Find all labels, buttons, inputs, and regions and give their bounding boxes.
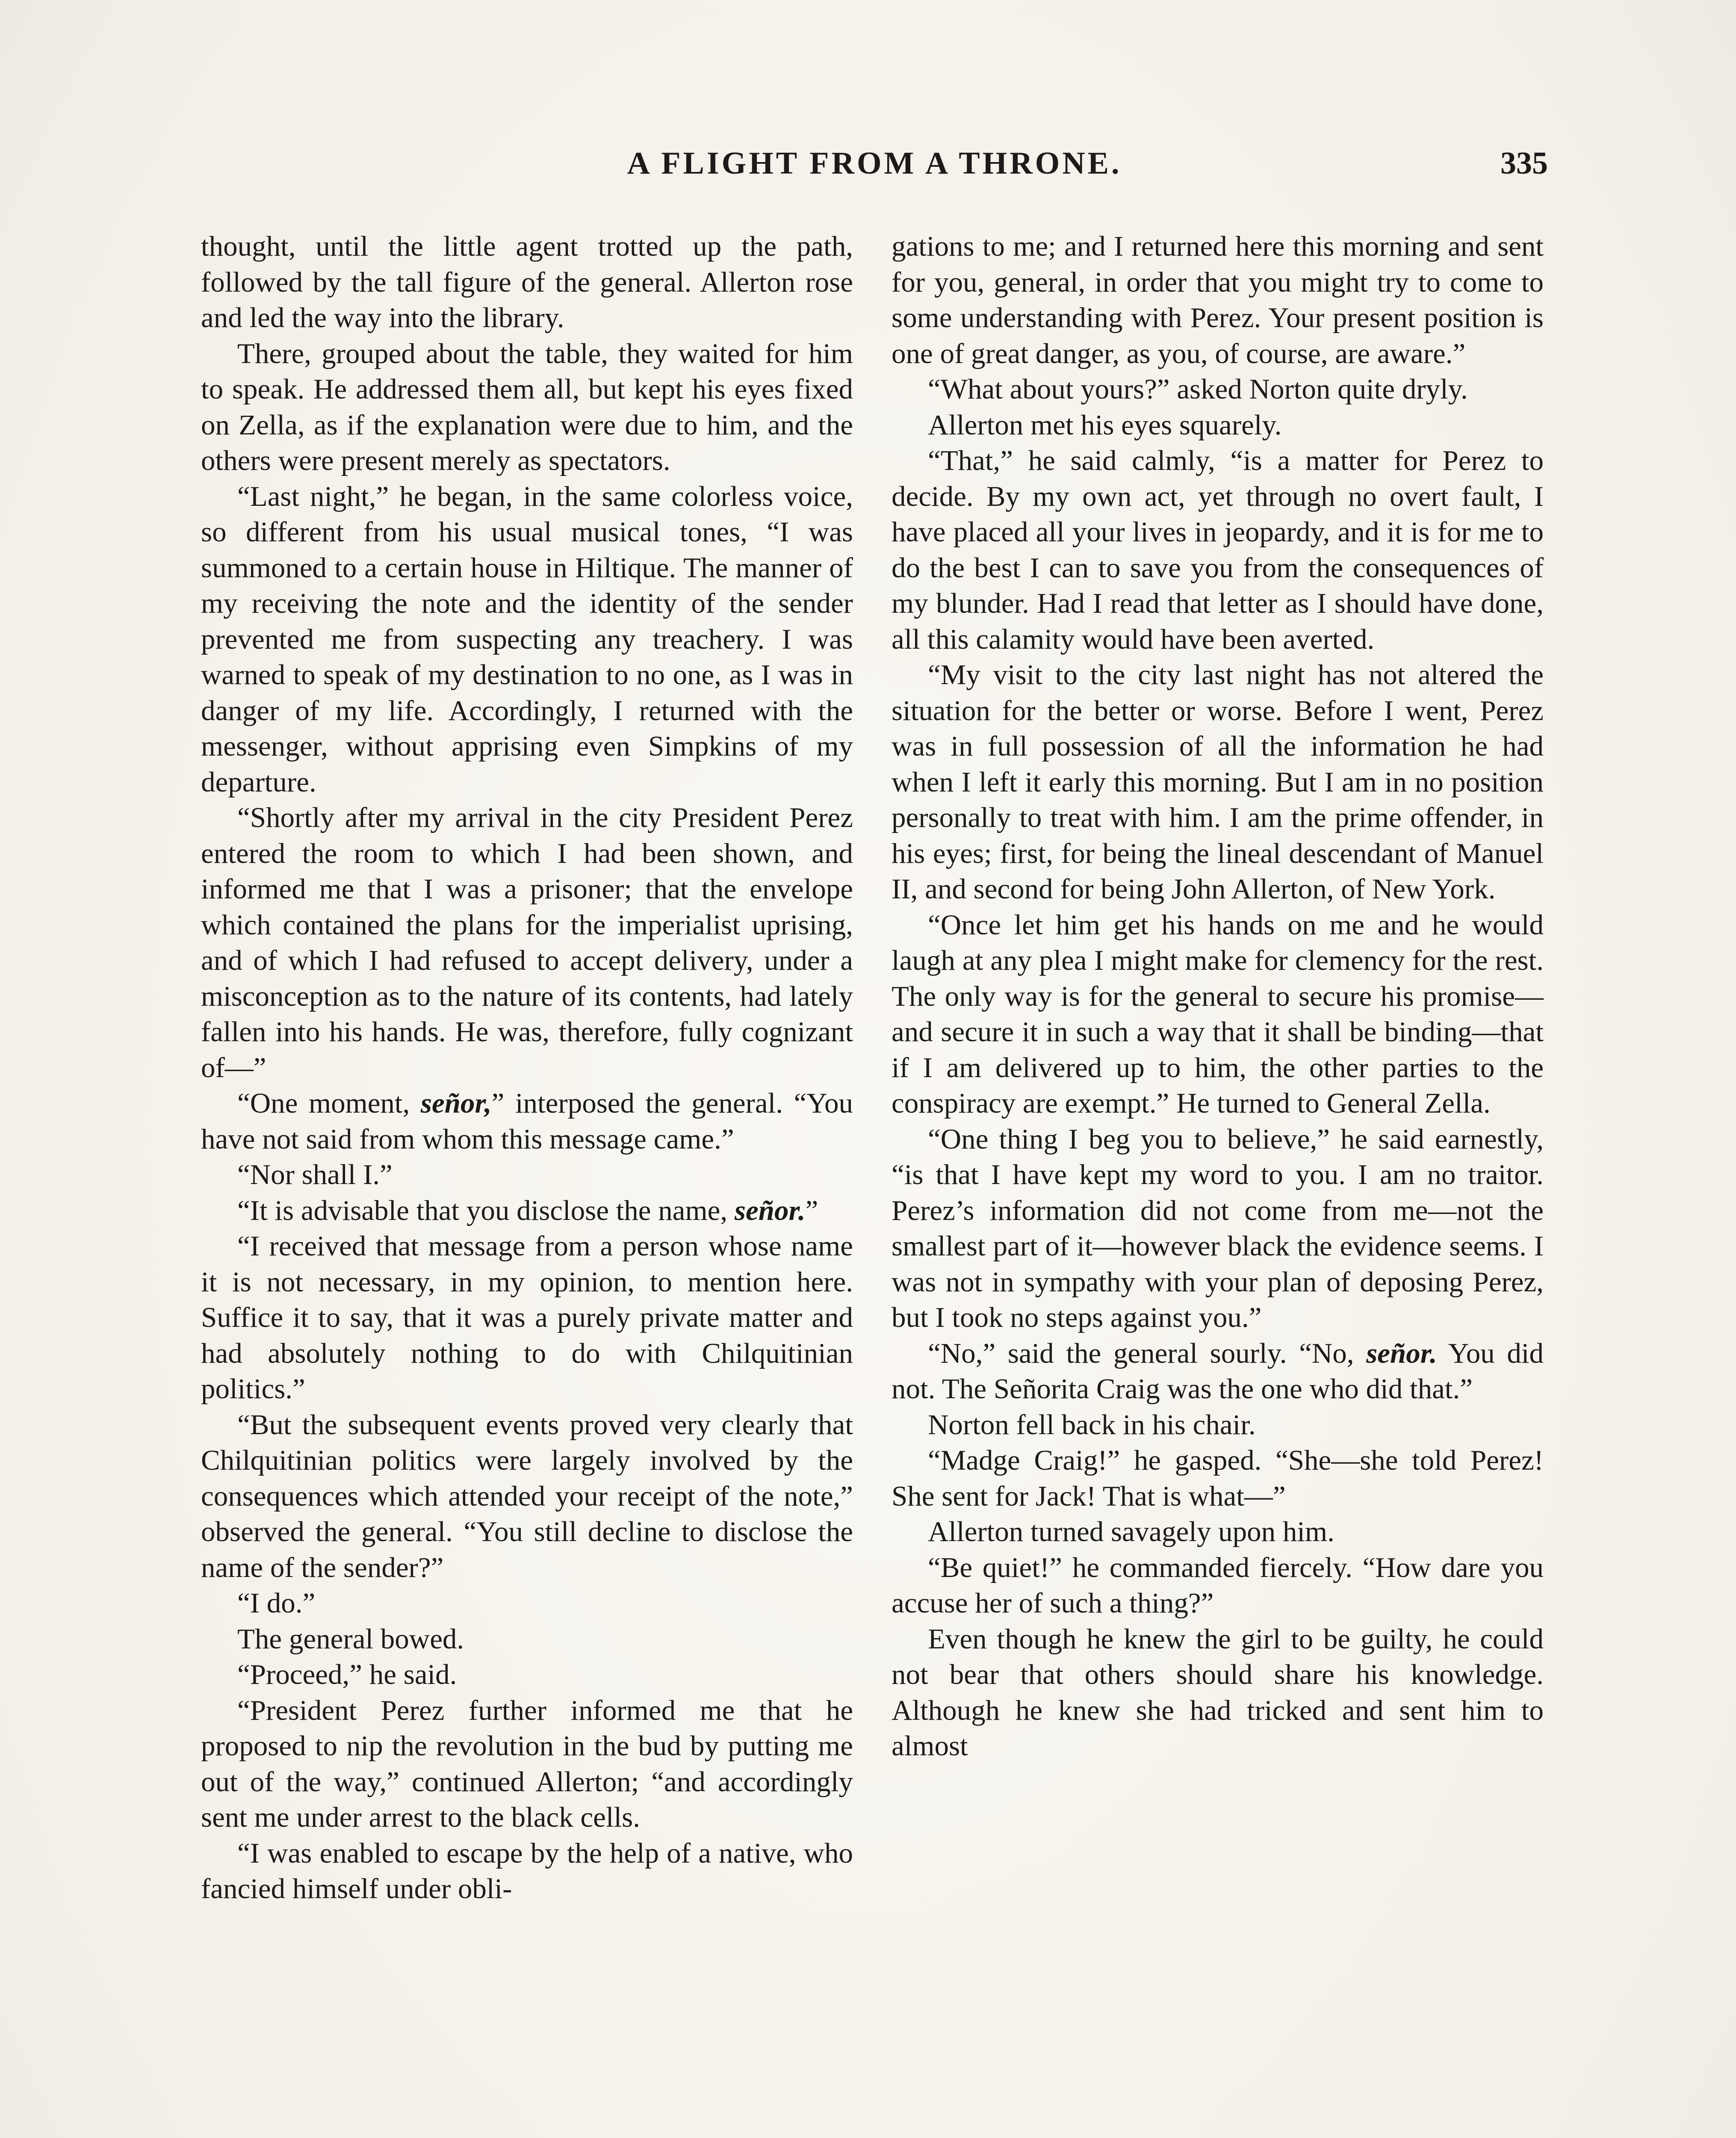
text-run: Allerton turned savagely upon him. <box>928 1516 1334 1547</box>
text-run: “One moment, <box>237 1087 421 1119</box>
paragraph <box>201 1157 853 1193</box>
text-run: “No,” said the general sourly. “No, <box>928 1337 1367 1369</box>
text-run: You did not. The Señorita Craig was the one who did that.” <box>892 1337 1544 1405</box>
paragraph <box>201 336 853 479</box>
text-run: “Be quiet!” he commanded fiercely. “How dare you accuse her of such a thing?” <box>892 1551 1544 1619</box>
paragraph <box>892 443 1544 657</box>
text-run: Norton fell back in his chair. <box>928 1409 1256 1441</box>
text-run: “But the subsequent events proved very clearly that Chilquitinian politics were largely involved by the consequences which attended your receipt of the note,” observed the general. “You still decline to disclose the name of the sender?” <box>201 1409 853 1583</box>
text-run: There, grouped about the table, they waited for him to speak. He addressed them all, but kept his eyes fixed on Zella, as if the explanation were due to him, and the others were present merely as spectators. <box>201 337 853 476</box>
paragraph <box>892 372 1544 408</box>
running-title: A FLIGHT FROM A THRONE. <box>627 146 1122 181</box>
paragraph <box>201 479 853 800</box>
text-run: “It is advisable that you disclose the name, <box>237 1194 735 1226</box>
paragraph <box>201 1836 853 1907</box>
paragraph <box>892 1550 1544 1621</box>
text-run: “Last night,” he began, in the same colorless voice, so different from his usual musical tones, “I was summoned to a certain house in Hiltique. The manner of my receiving the note and the identity of the sender prevented me from suspecting any treachery. I was warned to speak of my destination to no one, as I was in danger of my life. Accordingly, I returned with the messenger, without apprising even Simpkins of my departure. <box>201 480 853 798</box>
paragraph <box>892 1336 1544 1407</box>
paragraph <box>201 1086 853 1157</box>
text-run: “One thing I beg you to believe,” he said earnestly, “is that I have kept my word to you. I am no traitor. Perez’s information did not come from me—not the smallest part of it—however black the evidence seems. I was not in sympathy with your plan of deposing Perez, but I took no steps against you.” <box>892 1123 1544 1333</box>
text-run: “President Perez further informed me that he proposed to nip the revolution in the bud by putting me out of the way,” continued Allerton; “and accordingly sent me under arrest to the black cells. <box>201 1694 853 1833</box>
paragraph <box>892 1407 1544 1443</box>
paragraph <box>892 1122 1544 1336</box>
paragraph <box>892 1514 1544 1550</box>
paragraph <box>201 1693 853 1836</box>
paragraph <box>892 229 1544 372</box>
running-head <box>201 145 1548 192</box>
text-run: Even though he knew the girl to be guilty, he could not bear that others should share his knowledge. Although he knew she had tricked and sent him to almost <box>892 1623 1544 1762</box>
text-run: thought, until the little agent trotted up the path, followed by the tall figure of the general. Allerton rose and led the way into the library. <box>201 230 853 334</box>
italic-text: señor. <box>1366 1337 1437 1369</box>
paragraph <box>201 1586 853 1621</box>
paragraph <box>201 1621 853 1657</box>
text-run: ” interposed the general. “You have not said from whom this message came.” <box>201 1087 853 1155</box>
italic-text: señor. <box>734 1194 806 1226</box>
paragraph <box>201 1657 853 1693</box>
text-run: ” <box>805 1194 818 1226</box>
paragraph <box>892 907 1544 1122</box>
text-run: “I received that message from a person whose name it is not necessary, in my opinion, to mention here. Suffice it to say, that it was a purely private matter and had absolutely nothing to do with Chilquitinian politics.” <box>201 1230 853 1405</box>
paragraph <box>201 1228 853 1407</box>
right-column <box>892 229 1544 1764</box>
page-number: 335 <box>1500 146 1548 181</box>
paragraph <box>201 800 853 1086</box>
text-run: The general bowed. <box>237 1623 464 1655</box>
paragraph <box>892 1621 1544 1764</box>
text-run: Allerton met his eyes squarely. <box>928 409 1282 441</box>
text-run: gations to me; and I returned here this morning and sent for you, general, in order that you might try to come to some understanding with Perez. Your present position is one of great danger, as you, of course, are aware.” <box>892 230 1544 369</box>
text-run: “I do.” <box>237 1587 316 1619</box>
paragraph <box>201 1193 853 1229</box>
text-run: “Shortly after my arrival in the city President Perez entered the room to which I had been shown, and informed me that I was a prisoner; that the envelope which contained the plans for the imperialist uprising, and of which I had refused to accept delivery, under a misconception as to the nature of its contents, had lately fallen into his hands. He was, therefore, fully cognizant of—” <box>201 802 853 1084</box>
text-run: “My visit to the city last night has not altered the situation for the better or worse. Before I went, Perez was in full possession of all the information he had when I left it early this morning. But I am in no position personally to treat with him. I am the prime offender, in his eyes; first, for being the lineal descendant of Manuel II, and second for being John Allerton, of New York. <box>892 659 1544 905</box>
text-run: “That,” he said calmly, “is a matter for Perez to decide. By my own act, yet through no overt fault, I have placed all your lives in jeopardy, and it is for me to do the best I can to save you from the consequences of my blunder. Had I read that letter as I should have done, all this calamity would have been averted. <box>892 445 1544 655</box>
paragraph <box>892 657 1544 907</box>
text-run: “Once let him get his hands on me and he would laugh at any plea I might make for clemency for the rest. The only way is for the general to secure his promise—and secure it in such a way that it shall be binding—that if I am delivered up to him, the other parties to the conspiracy are exempt.” He turned to General Zella. <box>892 909 1544 1119</box>
text-run: “I was enabled to escape by the help of a native, who fancied himself under obli- <box>201 1837 853 1905</box>
text-run: “Nor shall I.” <box>237 1159 393 1190</box>
paragraph <box>201 229 853 336</box>
paragraph <box>892 408 1544 443</box>
text-run: “Madge Craig!” he gasped. “She—she told Perez! She sent for Jack! That is what—” <box>892 1444 1544 1512</box>
paragraph <box>892 1443 1544 1514</box>
italic-text: señor, <box>420 1087 492 1119</box>
text-run: “What about yours?” asked Norton quite dryly. <box>928 373 1468 405</box>
paragraph <box>201 1407 853 1586</box>
text-run: “Proceed,” he said. <box>237 1659 457 1690</box>
left-column <box>201 229 853 1907</box>
